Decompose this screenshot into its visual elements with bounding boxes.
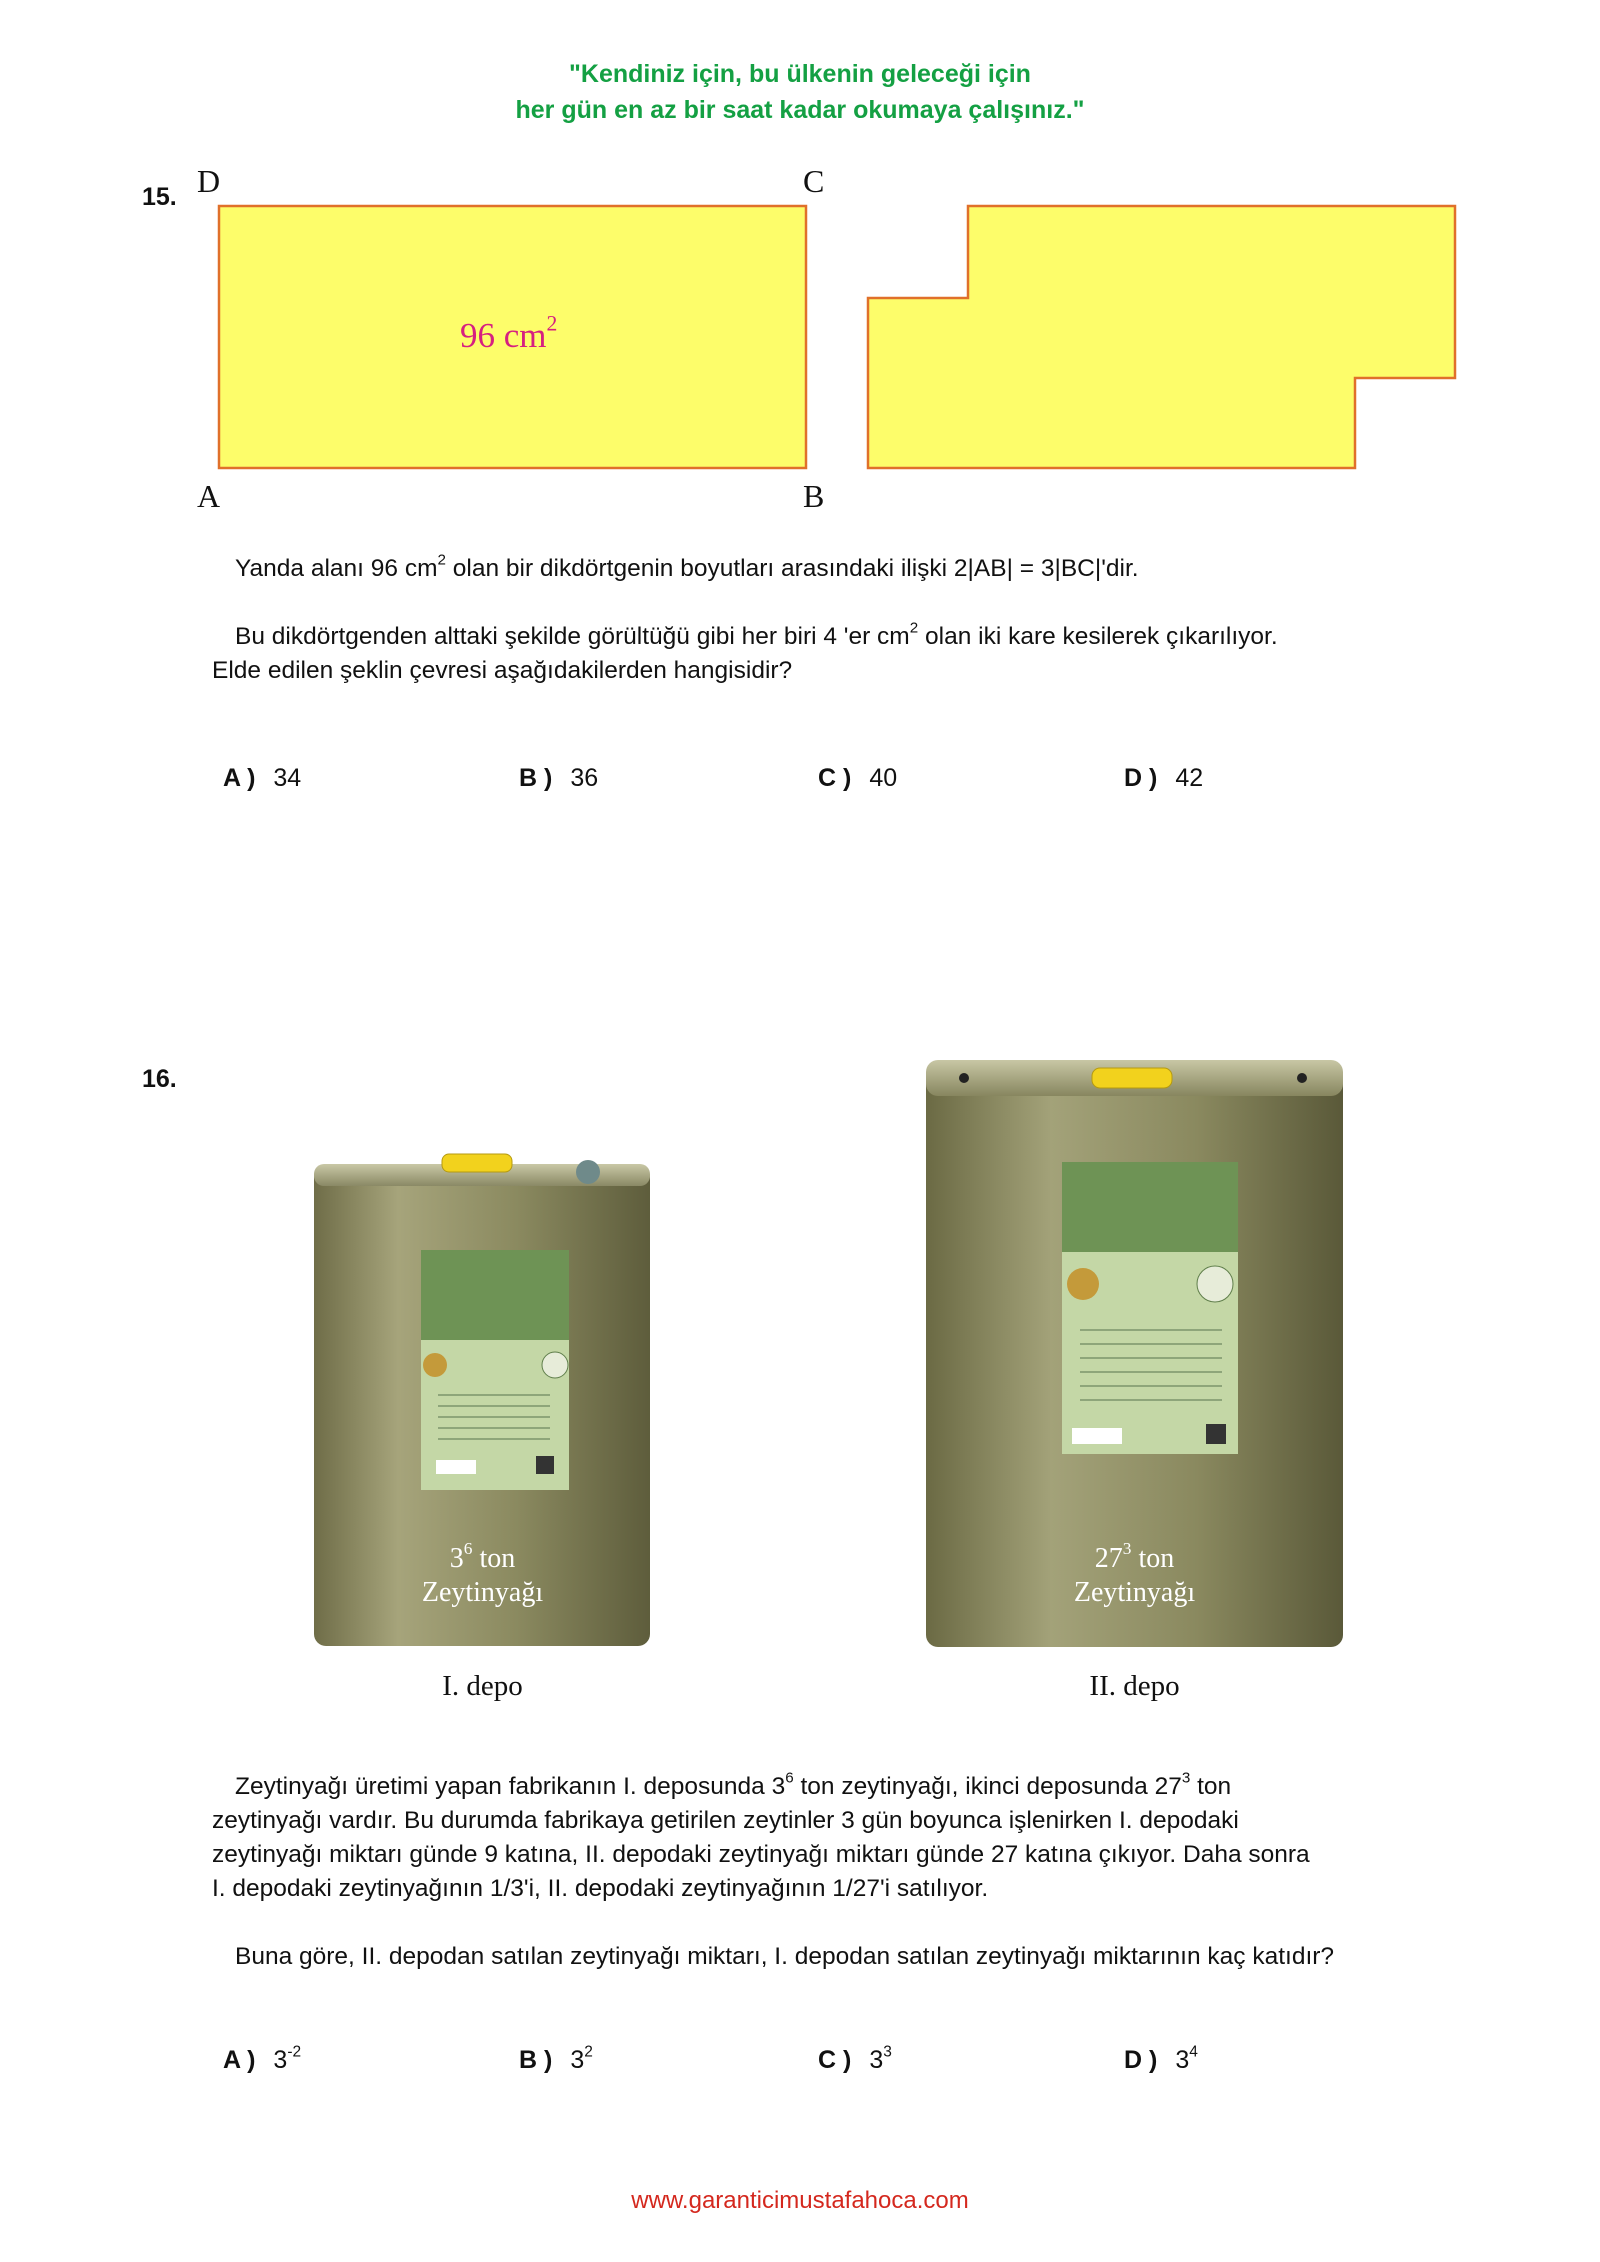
motto-line-2: her gün en az bir saat kadar okumaya çalışınız." xyxy=(515,96,1085,124)
footer-url[interactable]: www.garanticimustafahoca.com xyxy=(631,2187,969,2214)
q15-line-2: Bu dikdörtgenden alttaki şekilde görültüğü gibi her biri 4 'er $cm^2$ olan iki kare kesilerek çıkarılıyor. xyxy=(235,619,1278,650)
q15-option-d[interactable]: D ) 42 xyxy=(1124,764,1204,792)
question-15-number: 15. xyxy=(142,183,177,211)
can-2-amount: $27^3$ ton xyxy=(1094,1538,1175,1574)
motto-line-1: "Kendiniz için, bu ülkenin geleceği için xyxy=(569,60,1031,88)
can-2-label xyxy=(922,1538,1347,1610)
q16-line-2: zeytinyağı vardır. Bu durumda fabrikaya getirilen zeytinler 3 gün boyunca işlenirken I. depodaki xyxy=(212,1807,1239,1834)
area-label: 96 $cm^2$ xyxy=(460,311,558,355)
q15-line-1: Yanda alanı 96 $cm^2$ olan bir dikdörtgenin boyutları arasındaki ilişki 2|AB| = 3|BC|'dir. xyxy=(235,551,1139,582)
q15-option-c[interactable]: C ) 40 xyxy=(818,764,898,792)
depo-2-caption: II. depo xyxy=(1089,1670,1180,1702)
cut-shape xyxy=(868,206,1455,468)
q16-option-c[interactable]: C ) $3^3$ xyxy=(818,2043,892,2074)
can-1-product: Zeytinyağı xyxy=(421,1577,544,1608)
question-16-number: 16. xyxy=(142,1065,177,1093)
q16-text xyxy=(212,1770,1512,1974)
q16-option-a[interactable]: A ) $3^{-2}$ xyxy=(223,2043,302,2074)
q15-text xyxy=(212,552,1512,688)
q15-line-3: Elde edilen şeklin çevresi aşağıdakilerden hangisidir? xyxy=(212,657,793,684)
q16-option-b[interactable]: B ) $3^2$ xyxy=(519,2043,593,2074)
q15-option-b[interactable]: B ) 36 xyxy=(519,764,599,792)
vertex-c-label: C xyxy=(803,163,825,199)
q16-line-1: Zeytinyağı üretimi yapan fabrikanın I. deposunda $3^6$ ton zeytinyağı, ikinci deposunda $27^3$ ton xyxy=(235,1769,1232,1800)
vertex-b-label: B xyxy=(803,478,825,514)
q15-option-a[interactable]: A ) 34 xyxy=(223,764,302,792)
q16-line-3: zeytinyağı miktarı günde 9 katına, II. depodaki zeytinyağı miktarı günde 27 katına çıkıyor. Daha sonra xyxy=(212,1841,1310,1868)
rectangle-figures xyxy=(0,0,1600,520)
depo-1-caption: I. depo xyxy=(442,1670,523,1702)
vertex-d-label: D xyxy=(197,163,221,199)
vertex-a-label: A xyxy=(197,478,221,514)
q16-option-d[interactable]: D ) $3^4$ xyxy=(1124,2043,1198,2074)
can-1-amount: $3^6$ ton xyxy=(449,1538,516,1574)
q16-line-4: I. depodaki zeytinyağının 1/3'i, II. depodaki zeytinyağının 1/27'i satılıyor. xyxy=(212,1875,989,1902)
q16-line-5: Buna göre, II. depodan satılan zeytinyağı miktarı, I. depodan satılan zeytinyağı miktarının kaç katıdır? xyxy=(235,1943,1335,1970)
can-1-label xyxy=(310,1538,655,1610)
can-2-product: Zeytinyağı xyxy=(1073,1577,1196,1608)
